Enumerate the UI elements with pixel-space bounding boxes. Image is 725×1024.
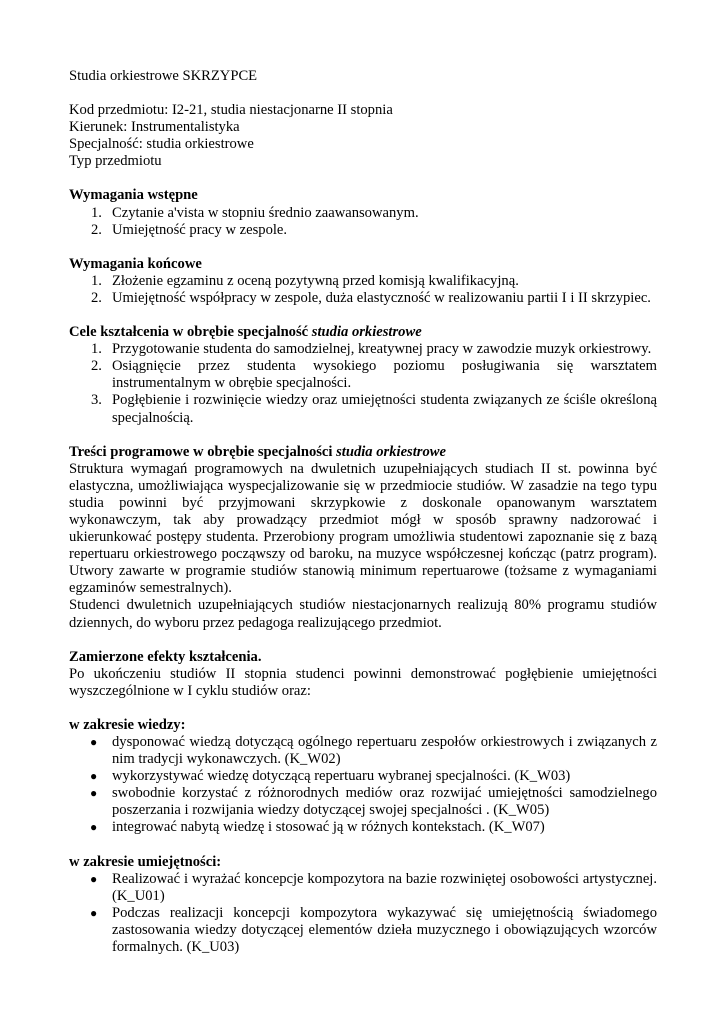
list-item: ● integrować nabytą wiedzę i stosować ją w różnych kontekstach. (K_W07) (90, 819, 545, 836)
document-title: Studia orkiestrowe SKRZYPCE (69, 68, 258, 84)
list-item: ● Podczas realizacji koncepcji kompozytora wykazywać się umiejętnością świadomego zastosowania wiedzy dotyczącej elementów dzieła muzycznego i obowiązujących wzorców formalnych. (K_U03) (90, 904, 657, 956)
subheading-skills: w zakresie umiejętności: (69, 853, 222, 870)
bullet-icon: ● (90, 786, 98, 801)
list-item: 1. Czytanie a'vista w stopniu średnio zaawansowanym. (91, 204, 419, 221)
section-heading-goals: Cele kształcenia w obrębie specjalność studia orkiestrowe (69, 324, 422, 341)
knowledge-list (69, 734, 657, 837)
course-code: Kod przedmiotu: I2-21, studia niestacjonarne II stopnia (69, 102, 393, 119)
section-heading-final-requirements: Wymagania końcowe (69, 255, 202, 272)
list-item: ● Realizować i wyrażać koncepcje kompozytora na bazie rozwiniętej osobowości artystycznej. (K_U01) (90, 870, 657, 904)
skills-list (69, 871, 657, 956)
bullet-icon: ● (90, 905, 98, 920)
document-page (69, 68, 657, 956)
bullet-icon: ● (90, 769, 98, 784)
prerequisites-list (69, 205, 657, 239)
program-content-paragraph-2: Studenci dwuletnich uzupełniających studiów niestacjonarnych realizują 80% programu studiów dziennych, do wyboru przez pedagoga realizującego przedmiot. (69, 597, 657, 631)
goals-list (69, 341, 657, 426)
section-heading-learning-outcomes: Zamierzone efekty kształcenia. (69, 648, 262, 665)
list-item: 2. Umiejętność współpracy w zespole, duża elastyczność w realizowaniu partii I i II skrzypiec. (91, 289, 651, 306)
list-item: 1. Złożenie egzaminu z oceną pozytywną przed komisją kwalifikacyjną. (91, 272, 519, 289)
list-item: 2. Osiągnięcie przez studenta wysokiego poziomu posługiwania się warsztatem instrumentalnym w obrębie specjalności. (91, 358, 657, 392)
subheading-knowledge: w zakresie wiedzy: (69, 716, 186, 733)
list-item: 3. Pogłębienie i rozwinięcie wiedzy oraz umiejętności studenta związanych ze ściśle określoną specjalnością. (91, 392, 657, 426)
list-item: ● dysponować wiedzą dotyczącą ogólnego repertuaru zespołów orkiestrowych i związanych z nim tradycji wykonawczych. (K_W02) (90, 734, 657, 768)
bullet-icon: ● (90, 820, 98, 835)
list-item: 2. Umiejętność pracy w zespole. (91, 221, 288, 238)
learning-outcomes-paragraph: Po ukończeniu studiów II stopnia studenci powinni demonstrować pogłębienie umiejętności wyszczególnione w I cyklu studiów oraz: (69, 665, 657, 699)
final-requirements-list (69, 273, 657, 307)
program-content-paragraph: Struktura wymagań programowych na dwuletnich uzupełniających studiach II st. powinna być elastyczna, umożliwiająca wyspecjalizowanie się w przedmiocie studiów. W zasadzie na tego typu studia powinni być przyjmowani skrzypkowie z doskonale opanowanym warsztatem wykonawczym, tak aby prowadzący przedmiot mógł w sposób sprawny nadzorować i ukierunkować postępy studenta. Przerobiony program umożliwia studentowi zapoznanie się z bazą repertuaru orkiestrowego począwszy od baroku, na muzyce współczesnej kończąc (patrz program). Utwory zawarte w programie studiów stanowią minimum repertuarowe (tożsame z wymaganiami egzaminów semestralnych). (69, 460, 657, 597)
list-item: ● wykorzystywać wiedzę dotyczącą repertuaru wybranej specjalności. (K_W03) (90, 768, 571, 785)
specialization: Specjalność: studia orkiestrowe (69, 136, 254, 153)
section-heading-prerequisites: Wymagania wstępne (69, 187, 198, 204)
bullet-icon: ● (90, 735, 98, 749)
list-item: ● swobodnie korzystać z różnorodnych mediów oraz rozwijać umiejętności samodzielnego poszerzania i rozwijania wiedzy dotyczącej swojej specjalności . (K_W05) (90, 785, 657, 819)
bullet-icon: ● (90, 871, 98, 886)
course-type: Typ przedmiotu (69, 153, 162, 170)
field-of-study: Kierunek: Instrumentalistyka (69, 119, 240, 136)
section-heading-program-content: Treści programowe w obrębie specjalności studia orkiestrowe (69, 443, 446, 460)
list-item: 1. Przygotowanie studenta do samodzielnej, kreatywnej pracy w zawodzie muzyk orkiestrowy. (91, 341, 652, 358)
